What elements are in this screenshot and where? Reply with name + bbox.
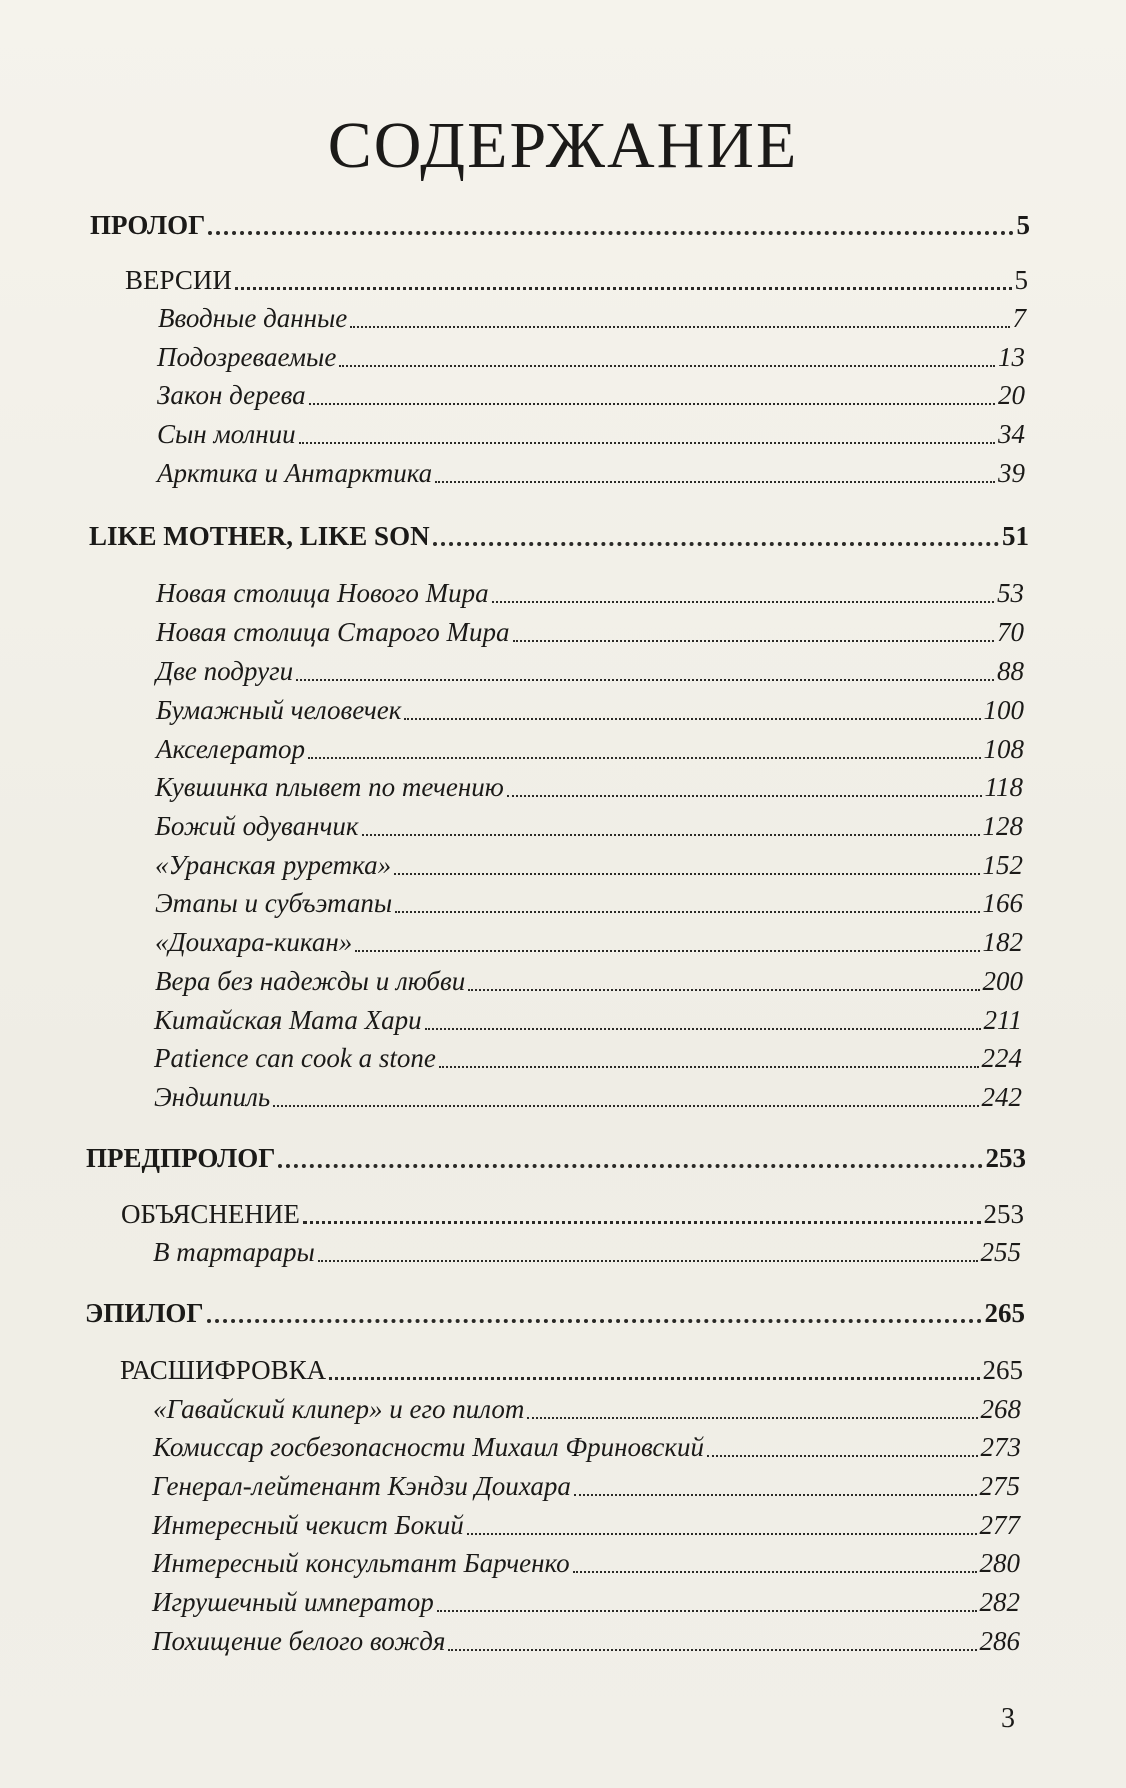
toc-entry-page: 166 bbox=[982, 888, 1023, 918]
toc-entry-page: 70 bbox=[997, 617, 1024, 647]
dot-leader bbox=[309, 403, 995, 405]
toc-chapter-entry bbox=[157, 419, 1025, 450]
toc-chapter-entry bbox=[156, 578, 1024, 609]
toc-entry-page: 128 bbox=[982, 811, 1023, 841]
dot-leader bbox=[468, 989, 979, 991]
toc-entry-title: Кувшинка плывет по течению bbox=[155, 772, 504, 802]
toc-entry-title: Комиссар госбезопасности Михаил Фриновский bbox=[153, 1432, 705, 1462]
toc-chapter-entry bbox=[152, 1587, 1020, 1618]
toc-entry-page: 211 bbox=[983, 1005, 1022, 1035]
toc-chapter-entry bbox=[155, 811, 1023, 842]
toc-section-entry bbox=[121, 1199, 1024, 1230]
toc-chapter-entry bbox=[157, 342, 1025, 373]
toc-part-entry bbox=[89, 521, 1029, 552]
toc-part-entry bbox=[86, 1143, 1026, 1174]
toc-entry-title: ОБЪЯСНЕНИЕ bbox=[121, 1199, 300, 1229]
dot-leader bbox=[329, 1377, 979, 1380]
toc-entry-title: Эндшпиль bbox=[154, 1082, 271, 1112]
dot-leader bbox=[362, 834, 980, 836]
toc-chapter-entry bbox=[155, 850, 1023, 881]
dot-leader bbox=[425, 1028, 981, 1030]
dot-leader bbox=[208, 231, 1013, 235]
dot-leader bbox=[394, 873, 979, 875]
toc-entry-title: Божий одуванчик bbox=[155, 811, 359, 841]
page-title: СОДЕРЖАНИЕ bbox=[327, 109, 799, 182]
toc-entry-title: Закон дерева bbox=[157, 380, 306, 410]
toc-entry-title: Вводные данные bbox=[158, 303, 348, 333]
toc-entry-title: РАСШИФРОВКА bbox=[120, 1355, 327, 1385]
toc-chapter-entry bbox=[152, 1626, 1020, 1657]
page-number: 3 bbox=[1001, 1703, 1015, 1734]
toc-chapter-entry bbox=[156, 695, 1024, 726]
toc-entry-title: Интересный консультант Барченко bbox=[152, 1548, 570, 1578]
toc-entry-page: 20 bbox=[998, 380, 1025, 410]
dot-leader bbox=[527, 1417, 977, 1419]
dot-leader bbox=[707, 1455, 977, 1457]
toc-entry-page: 253 bbox=[985, 1143, 1026, 1173]
toc-entry-page: 182 bbox=[982, 927, 1023, 957]
toc-entry-title: Новая столица Нового Мира bbox=[156, 578, 489, 608]
dot-leader bbox=[303, 1221, 981, 1224]
toc-entry-page: 51 bbox=[1002, 521, 1029, 551]
toc-entry-title: Сын молнии bbox=[157, 419, 296, 449]
dot-leader bbox=[207, 1319, 982, 1323]
toc-chapter-entry bbox=[155, 888, 1023, 919]
dot-leader bbox=[467, 1533, 977, 1535]
dot-leader bbox=[273, 1105, 978, 1107]
toc-entry-page: 200 bbox=[982, 966, 1023, 996]
toc-entry-page: 34 bbox=[998, 419, 1025, 449]
toc-chapter-entry bbox=[153, 1237, 1021, 1268]
toc-entry-page: 286 bbox=[979, 1626, 1020, 1656]
dot-leader bbox=[435, 481, 995, 483]
toc-entry-title: «Уранская руретка» bbox=[155, 850, 392, 880]
toc-entry-page: 265 bbox=[982, 1355, 1023, 1385]
toc-section-entry bbox=[120, 1355, 1023, 1386]
dot-leader bbox=[395, 911, 979, 913]
toc-entry-title: Арктика и Антарктика bbox=[157, 458, 433, 488]
toc-chapter-entry bbox=[158, 303, 1026, 334]
toc-section-entry bbox=[125, 265, 1028, 296]
dot-leader bbox=[339, 365, 995, 367]
toc-chapter-entry bbox=[153, 1394, 1021, 1425]
toc-entry-page: 152 bbox=[982, 850, 1023, 880]
toc-entry-page: 275 bbox=[979, 1471, 1020, 1501]
toc-entry-title: В тартарары bbox=[153, 1237, 315, 1267]
dot-leader bbox=[507, 795, 982, 797]
toc-entry-title: ПРЕДПРОЛОГ bbox=[86, 1143, 276, 1173]
toc-chapter-entry bbox=[155, 772, 1023, 803]
toc-chapter-entry bbox=[152, 1471, 1020, 1502]
toc-entry-title: Новая столица Старого Мира bbox=[156, 617, 510, 647]
toc-chapter-entry bbox=[157, 380, 1025, 411]
toc-part-entry bbox=[85, 1298, 1025, 1329]
toc-entry-page: 253 bbox=[983, 1199, 1024, 1229]
dot-leader bbox=[296, 679, 994, 681]
toc-part-entry bbox=[90, 210, 1030, 241]
toc-entry-page: 53 bbox=[997, 578, 1024, 608]
toc-entry-title: Генерал-лейтенант Кэндзи Доихара bbox=[152, 1471, 571, 1501]
dot-leader bbox=[308, 757, 981, 759]
toc-chapter-entry bbox=[152, 1510, 1020, 1541]
toc-entry-page: 108 bbox=[983, 734, 1024, 764]
toc-chapter-entry bbox=[152, 1548, 1020, 1579]
dot-leader bbox=[299, 442, 995, 444]
toc-entry-page: 265 bbox=[984, 1298, 1025, 1328]
toc-entry-page: 5 bbox=[1014, 265, 1028, 295]
toc-entry-title: Этапы и субъэтапы bbox=[155, 888, 393, 918]
toc-entry-title: Patience can cook a stone bbox=[154, 1043, 436, 1073]
dot-leader bbox=[492, 601, 994, 603]
toc-entry-page: 242 bbox=[981, 1082, 1022, 1112]
toc-entry-page: 277 bbox=[979, 1510, 1020, 1540]
dot-leader bbox=[350, 326, 1009, 328]
dot-leader bbox=[513, 640, 995, 642]
toc-entry-page: 13 bbox=[998, 342, 1025, 372]
toc-entry-title: Акселератор bbox=[156, 734, 305, 764]
toc-entry-page: 224 bbox=[981, 1043, 1022, 1073]
toc-entry-page: 273 bbox=[980, 1432, 1021, 1462]
dot-leader bbox=[437, 1610, 977, 1612]
toc-entry-page: 39 bbox=[998, 458, 1025, 488]
toc-entry-page: 282 bbox=[979, 1587, 1020, 1617]
toc-entry-title: ВЕРСИИ bbox=[125, 265, 232, 295]
dot-leader bbox=[433, 542, 999, 546]
toc-entry-title: «Доихара-кикан» bbox=[155, 927, 353, 957]
toc-chapter-entry bbox=[154, 1043, 1022, 1074]
dot-leader bbox=[573, 1571, 977, 1573]
toc-entry-title: «Гавайский клипер» и его пилот bbox=[153, 1394, 525, 1424]
toc-entry-title: LIKE MOTHER, LIKE SON bbox=[89, 521, 430, 551]
toc-entry-title: Подозреваемые bbox=[157, 342, 337, 372]
toc-entry-title: Китайская Мата Хари bbox=[154, 1005, 422, 1035]
toc-entry-page: 118 bbox=[984, 772, 1023, 802]
toc-entry-page: 268 bbox=[980, 1394, 1021, 1424]
toc-entry-title: Интересный чекист Бокий bbox=[152, 1510, 464, 1540]
toc-chapter-entry bbox=[154, 1005, 1022, 1036]
dot-leader bbox=[318, 1260, 978, 1262]
toc-entry-page: 7 bbox=[1012, 303, 1026, 333]
dot-leader bbox=[439, 1066, 979, 1068]
dot-leader bbox=[355, 950, 979, 952]
dot-leader bbox=[278, 1164, 982, 1168]
dot-leader bbox=[235, 287, 1012, 290]
toc-entry-title: Игрушечный император bbox=[152, 1587, 434, 1617]
dot-leader bbox=[404, 718, 980, 720]
toc-entry-page: 5 bbox=[1016, 210, 1030, 240]
toc-entry-title: Две подруги bbox=[156, 656, 294, 686]
toc-entry-title: Похищение белого вождя bbox=[152, 1626, 446, 1656]
toc-entry-page: 255 bbox=[980, 1237, 1021, 1267]
dot-leader bbox=[448, 1649, 976, 1651]
toc-entry-page: 100 bbox=[983, 695, 1024, 725]
toc-entry-page: 280 bbox=[979, 1548, 1020, 1578]
toc-entry-page: 88 bbox=[997, 656, 1024, 686]
toc-entry-title: Вера без надежды и любви bbox=[155, 966, 466, 996]
toc-chapter-entry bbox=[155, 927, 1023, 958]
toc-entry-title: Бумажный человечек bbox=[156, 695, 402, 725]
toc-chapter-entry bbox=[156, 734, 1024, 765]
toc-chapter-entry bbox=[156, 617, 1024, 648]
dot-leader bbox=[574, 1494, 977, 1496]
toc-entry-title: ПРОЛОГ bbox=[90, 210, 206, 240]
toc-chapter-entry bbox=[153, 1432, 1021, 1463]
toc-chapter-entry bbox=[157, 458, 1025, 489]
toc-chapter-entry bbox=[155, 966, 1023, 997]
toc-chapter-entry bbox=[156, 656, 1024, 687]
toc-entry-title: ЭПИЛОГ bbox=[85, 1298, 204, 1328]
toc-chapter-entry bbox=[154, 1082, 1022, 1113]
